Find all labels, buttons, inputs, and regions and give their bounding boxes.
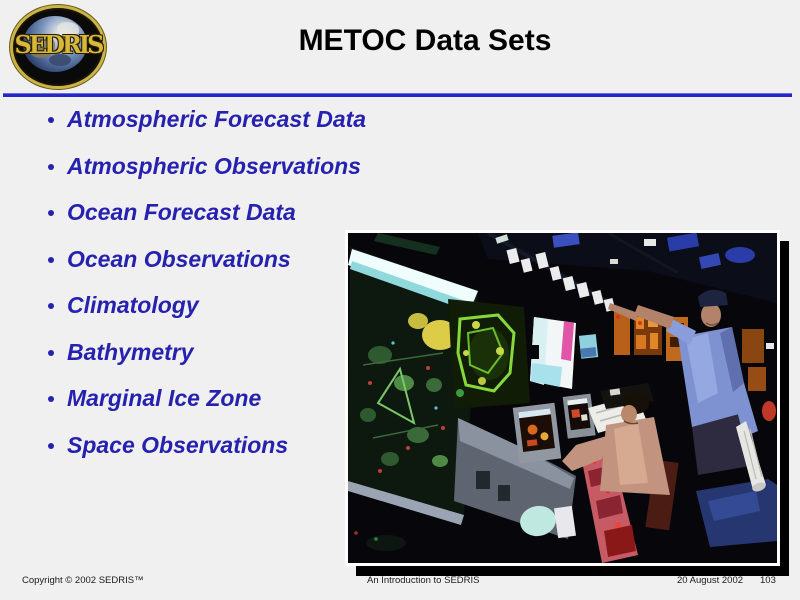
footer-page-number: 103 [760,575,776,586]
bullet-icon [48,350,54,356]
bullet-label: Space Observations [67,431,289,458]
bullet-label: Marginal Ice Zone [67,385,262,411]
bullet-item [40,339,366,366]
bullet-item [40,199,366,226]
page-title: METOC Data Sets [298,24,552,57]
bullet-icon [48,396,54,402]
bullet-icon [48,303,54,309]
footer-date: 20 August 2002 [677,575,744,586]
photo-shadow [780,241,789,576]
bullet-label: Climatology [67,292,199,318]
bullet-item [40,153,366,180]
bullet-icon [48,164,54,170]
bullet-item [40,246,366,273]
bullet-icon [48,257,54,263]
bullet-label: Ocean Observations [67,245,291,272]
divider-rule [3,93,792,97]
small-cyan-screen [579,334,598,359]
bullet-item [40,385,366,412]
bullet-label: Bathymetry [67,338,194,365]
logo-text: SEDRIS [14,30,102,59]
footer [0,575,800,589]
bullet-icon [48,210,54,216]
bullet-label: Atmospheric Forecast Data [67,106,367,132]
center-display [530,317,576,389]
bullet-item [40,292,366,319]
bullet-item [40,106,366,133]
bullet-label: Atmospheric Observations [67,152,361,179]
footer-copyright: Copyright © 2002 SEDRIS™ [22,575,144,586]
footer-center-text: An Introduction to SEDRIS [367,575,480,586]
bullet-list [40,106,366,478]
command-center-illustration [348,233,777,563]
bullet-icon [48,443,54,449]
navy-command-center-photo [345,230,780,566]
bullet-item [40,432,366,459]
bullet-icon [48,117,54,123]
bullet-label: Ocean Forecast Data [67,199,296,225]
